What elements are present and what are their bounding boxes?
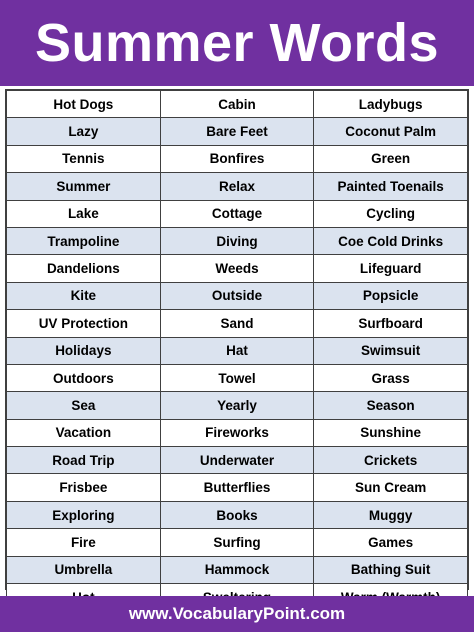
word-cell: Summer <box>7 173 161 200</box>
word-cell: Painted Toenails <box>314 173 468 200</box>
word-cell: Coconut Palm <box>314 118 468 145</box>
word-cell: Ladybugs <box>314 91 468 118</box>
word-cell: Cabin <box>160 91 314 118</box>
word-cell: Hammock <box>160 556 314 583</box>
word-cell: Games <box>314 529 468 556</box>
page-title: Summer Words <box>0 0 474 86</box>
table-row <box>7 118 468 145</box>
table-row <box>7 227 468 254</box>
word-cell: Sunshine <box>314 419 468 446</box>
word-cell: Fireworks <box>160 419 314 446</box>
word-cell: Tennis <box>7 145 161 172</box>
word-cell: Books <box>160 501 314 528</box>
table-row <box>7 255 468 282</box>
table-row <box>7 556 468 583</box>
table-row <box>7 364 468 391</box>
word-cell: Season <box>314 392 468 419</box>
word-cell: Umbrella <box>7 556 161 583</box>
website-footer: www.VocabularyPoint.com <box>0 596 474 632</box>
word-cell: Dandelions <box>7 255 161 282</box>
word-cell: Outdoors <box>7 364 161 391</box>
word-cell: Muggy <box>314 501 468 528</box>
table-row <box>7 419 468 446</box>
word-cell: Sea <box>7 392 161 419</box>
table-row <box>7 200 468 227</box>
word-cell: Cycling <box>314 200 468 227</box>
word-cell: Frisbee <box>7 474 161 501</box>
word-cell: Swimsuit <box>314 337 468 364</box>
table-row <box>7 501 468 528</box>
word-cell: Grass <box>314 364 468 391</box>
table-row <box>7 392 468 419</box>
word-cell: Green <box>314 145 468 172</box>
word-cell: Bathing Suit <box>314 556 468 583</box>
table-row <box>7 310 468 337</box>
table-row <box>7 91 468 118</box>
table-row <box>7 337 468 364</box>
word-cell: Hat <box>160 337 314 364</box>
word-cell: Vacation <box>7 419 161 446</box>
words-table-container <box>5 89 469 590</box>
word-cell: Coe Cold Drinks <box>314 227 468 254</box>
word-cell: Hot Dogs <box>7 91 161 118</box>
word-cell: Road Trip <box>7 447 161 474</box>
word-cell: Diving <box>160 227 314 254</box>
word-cell: Butterflies <box>160 474 314 501</box>
word-cell: Crickets <box>314 447 468 474</box>
table-row <box>7 145 468 172</box>
table-row <box>7 474 468 501</box>
word-cell: Popsicle <box>314 282 468 309</box>
table-row <box>7 529 468 556</box>
word-cell: Trampoline <box>7 227 161 254</box>
word-cell: Cottage <box>160 200 314 227</box>
word-cell: Towel <box>160 364 314 391</box>
words-table-body <box>7 91 468 611</box>
word-cell: Bare Feet <box>160 118 314 145</box>
table-row <box>7 173 468 200</box>
table-row <box>7 447 468 474</box>
table-row <box>7 282 468 309</box>
word-cell: Relax <box>160 173 314 200</box>
word-cell: Sand <box>160 310 314 337</box>
word-cell: Kite <box>7 282 161 309</box>
word-cell: UV Protection <box>7 310 161 337</box>
word-cell: Surfboard <box>314 310 468 337</box>
word-cell: Lazy <box>7 118 161 145</box>
word-cell: Underwater <box>160 447 314 474</box>
word-cell: Lifeguard <box>314 255 468 282</box>
word-cell: Weeds <box>160 255 314 282</box>
word-cell: Lake <box>7 200 161 227</box>
words-table <box>6 90 468 611</box>
word-cell: Yearly <box>160 392 314 419</box>
word-cell: Fire <box>7 529 161 556</box>
word-cell: Holidays <box>7 337 161 364</box>
word-cell: Bonfires <box>160 145 314 172</box>
word-cell: Outside <box>160 282 314 309</box>
word-cell: Sun Cream <box>314 474 468 501</box>
word-cell: Exploring <box>7 501 161 528</box>
word-cell: Surfing <box>160 529 314 556</box>
